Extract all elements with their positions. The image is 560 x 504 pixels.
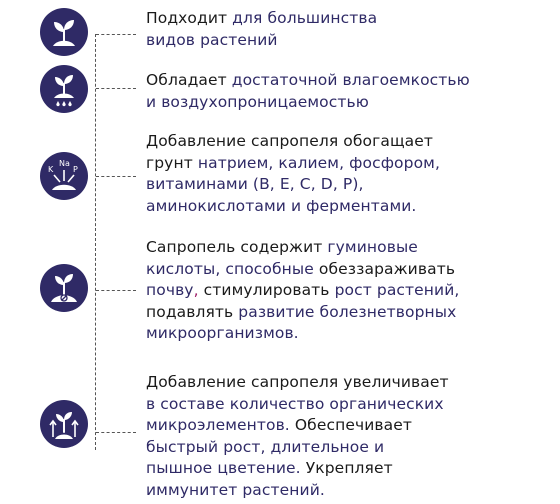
text-line	[146, 480, 550, 502]
text-segment: стимулировать	[203, 281, 335, 300]
text-segment: видов растений	[146, 30, 278, 49]
text-line	[146, 323, 550, 345]
text-line	[146, 8, 550, 30]
text-line	[146, 30, 550, 52]
text-line	[146, 153, 550, 175]
benefit-text-4	[146, 237, 550, 345]
text-segment: Подходит	[146, 9, 233, 27]
text-line	[146, 302, 550, 324]
connector-branch-4	[96, 290, 136, 291]
text-segment: аминокислотами и ферментами.	[146, 196, 417, 215]
text-segment: обеззараживать	[318, 259, 456, 278]
text-segment: Сапропель содержит	[146, 238, 328, 256]
text-line	[146, 174, 550, 196]
text-line	[146, 70, 550, 92]
text-segment: для большинства	[232, 9, 378, 27]
text-segment: подавлять	[146, 302, 239, 321]
text-segment: рост растений,	[334, 281, 460, 300]
phosphorus-symbol: P	[73, 165, 78, 174]
benefit-text-2	[146, 70, 550, 113]
text-segment: Добавление сапропеля увеличивает	[146, 373, 449, 391]
text-segment: витаминами (B, E, C, D, P),	[146, 175, 364, 194]
connector-vertical-line	[95, 34, 96, 450]
potassium-symbol: K	[48, 165, 54, 174]
benefit-text-1	[146, 8, 550, 51]
text-segment: достаточной влагоемкостью	[231, 71, 470, 89]
sprout-disinfect-icon	[40, 264, 88, 312]
text-segment: почву	[146, 281, 194, 300]
text-line	[146, 415, 550, 437]
text-segment: кислоты, способные	[146, 259, 319, 278]
text-line	[146, 437, 550, 459]
text-line	[146, 259, 550, 281]
text-segment: микроорганизмов.	[146, 324, 299, 343]
text-line	[146, 458, 550, 480]
text-line	[146, 196, 550, 218]
text-segment: ,	[193, 281, 204, 300]
connector-branch-2	[96, 88, 136, 89]
text-segment: и воздухопроницаемостью	[146, 92, 369, 111]
text-segment: грунт	[146, 153, 198, 172]
text-segment: Укрепляет	[305, 459, 393, 478]
text-segment: гуминовые	[327, 238, 418, 256]
text-segment: иммунитет растений.	[146, 480, 325, 499]
text-segment: в составе количество органических	[146, 394, 444, 413]
text-segment: натрием, калием, фосфором,	[197, 153, 440, 172]
text-segment: развитие болезнетворных	[238, 302, 457, 321]
text-segment: Добавление сапропеля обогащает	[146, 132, 434, 150]
text-line	[146, 394, 550, 416]
connector-branch-5	[96, 432, 136, 433]
watered-sprout-icon	[40, 65, 88, 113]
benefit-text-5	[146, 372, 550, 502]
sodium-symbol: Na	[59, 159, 70, 168]
connector-branch-1	[96, 34, 136, 35]
text-line	[146, 92, 550, 114]
text-line	[146, 280, 550, 302]
text-segment: Обладает	[146, 71, 232, 89]
text-line	[146, 372, 550, 394]
benefit-text-3	[146, 131, 550, 217]
text-segment: быстрый рост, длительное и	[146, 437, 385, 456]
sprout-growth-icon	[40, 400, 88, 448]
text-line	[146, 131, 550, 153]
text-segment: Обеспечивает	[294, 416, 412, 435]
minerals-icon	[40, 152, 88, 200]
text-segment: микроэлементов.	[146, 416, 295, 435]
connector-branch-3	[96, 176, 136, 177]
text-segment: пышное цветение.	[146, 459, 306, 478]
text-line	[146, 237, 550, 259]
sprout-icon	[40, 8, 88, 56]
